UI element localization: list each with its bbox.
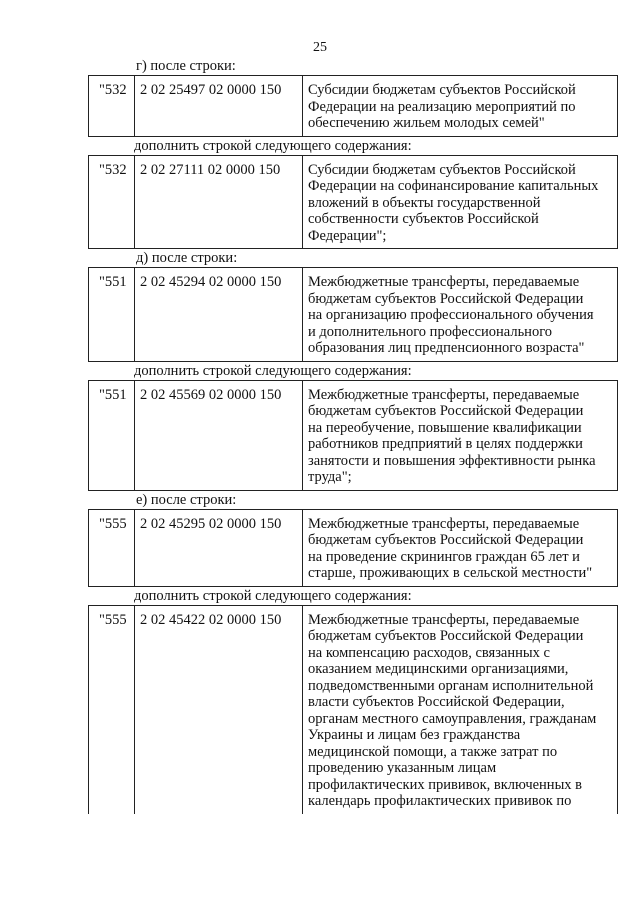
description-line: бюджетам субъектов Российской Федерации xyxy=(308,532,584,548)
description-line: бюджетам субъектов Российской Федерации xyxy=(308,628,584,644)
description-line: на проведение скринингов граждан 65 лет и xyxy=(308,548,580,565)
description-line: власти субъектов Российской Федерации, xyxy=(308,694,565,710)
table-row xyxy=(88,605,618,814)
description-line: Федерации на реализацию мероприятий по xyxy=(308,98,576,115)
description-line: и дополнительного профессионального xyxy=(308,323,553,340)
description-line: профилактических прививок, включенных в xyxy=(308,776,583,793)
description-cell xyxy=(303,510,617,586)
kbk-cell: 2 02 25497 02 0000 150 xyxy=(135,76,303,136)
code-cell: "555 xyxy=(89,510,135,586)
description-line: Межбюджетные трансферты, передаваемые xyxy=(308,515,580,532)
description-line: занятости и повышения эффективности рынка xyxy=(308,452,596,469)
description-line: старше, проживающих в сельской местности" xyxy=(308,565,593,581)
table-row xyxy=(88,509,618,587)
description-cell xyxy=(303,268,617,361)
description-line: Субсидии бюджетам субъектов Российской xyxy=(308,161,576,178)
description-line: Межбюджетные трансферты, передаваемые xyxy=(308,386,580,403)
description-line: бюджетам субъектов Российской Федерации xyxy=(308,403,584,419)
amendment-label: д) после строки: xyxy=(136,250,238,266)
table-row xyxy=(88,380,618,491)
kbk-cell: 2 02 27111 02 0000 150 xyxy=(135,156,303,249)
description-line: Межбюджетные трансферты, передаваемые xyxy=(308,274,580,290)
code-cell: "532 xyxy=(89,76,135,136)
description-cell xyxy=(303,156,617,249)
description-line: образования лиц предпенсионного возраста" xyxy=(308,340,585,356)
code-cell: "555 xyxy=(89,606,135,814)
description-line: органам местного самоуправления, гражданам xyxy=(308,710,597,727)
kbk-cell: 2 02 45295 02 0000 150 xyxy=(135,510,303,586)
description-line: Федерации"; xyxy=(308,227,387,244)
description-line: бюджетам субъектов Российской Федерации xyxy=(308,290,584,307)
page-number: 25 xyxy=(313,40,327,55)
table-row xyxy=(88,267,618,362)
amendment-label: дополнить строкой следующего содержания: xyxy=(134,587,412,604)
code-cell: "551 xyxy=(89,381,135,490)
description-line: вложений в объекты государственной xyxy=(308,194,541,211)
description-line: календарь профилактических прививок по xyxy=(308,793,572,809)
description-line: проведению указанным лицам xyxy=(308,760,497,776)
description-line: оказанием медицинскими организациями, xyxy=(308,661,569,677)
description-line: Федерации на софинансирование капитальных xyxy=(308,178,599,194)
table-row xyxy=(88,75,618,137)
table-row xyxy=(88,155,618,250)
document-body xyxy=(88,58,618,815)
description-line: собственности субъектов Российской xyxy=(308,211,539,227)
description-line: работников предприятий в целях поддержки xyxy=(308,436,583,452)
description-cell xyxy=(303,76,617,136)
amendment-label: е) после строки: xyxy=(136,491,237,508)
description-line: Межбюджетные трансферты, передаваемые xyxy=(308,611,580,628)
description-line: Украины и лицам без гражданства xyxy=(308,727,521,743)
amendment-label: г) после строки: xyxy=(136,58,236,74)
kbk-cell: 2 02 45294 02 0000 150 xyxy=(135,268,303,361)
amendment-label: дополнить строкой следующего содержания: xyxy=(134,137,412,154)
kbk-cell: 2 02 45569 02 0000 150 xyxy=(135,381,303,490)
description-line: подведомственными органам исполнительной xyxy=(308,677,594,694)
description-line: на компенсацию расходов, связанных с xyxy=(308,644,550,661)
description-line: на организацию профессионального обучения xyxy=(308,307,594,323)
kbk-cell: 2 02 45422 02 0000 150 xyxy=(135,606,303,814)
description-line: на переобучение, повышение квалификации xyxy=(308,419,582,436)
description-cell xyxy=(303,381,617,490)
code-cell: "532 xyxy=(89,156,135,249)
description-line: труда"; xyxy=(308,469,352,485)
description-line: медицинской помощи, а также затрат по xyxy=(308,743,558,760)
code-cell: "551 xyxy=(89,268,135,361)
amendment-label: дополнить строкой следующего содержания: xyxy=(134,362,412,379)
description-line: Субсидии бюджетам субъектов Российской xyxy=(308,82,576,98)
description-cell xyxy=(303,606,617,814)
description-line: обеспечению жильем молодых семей" xyxy=(308,115,545,131)
